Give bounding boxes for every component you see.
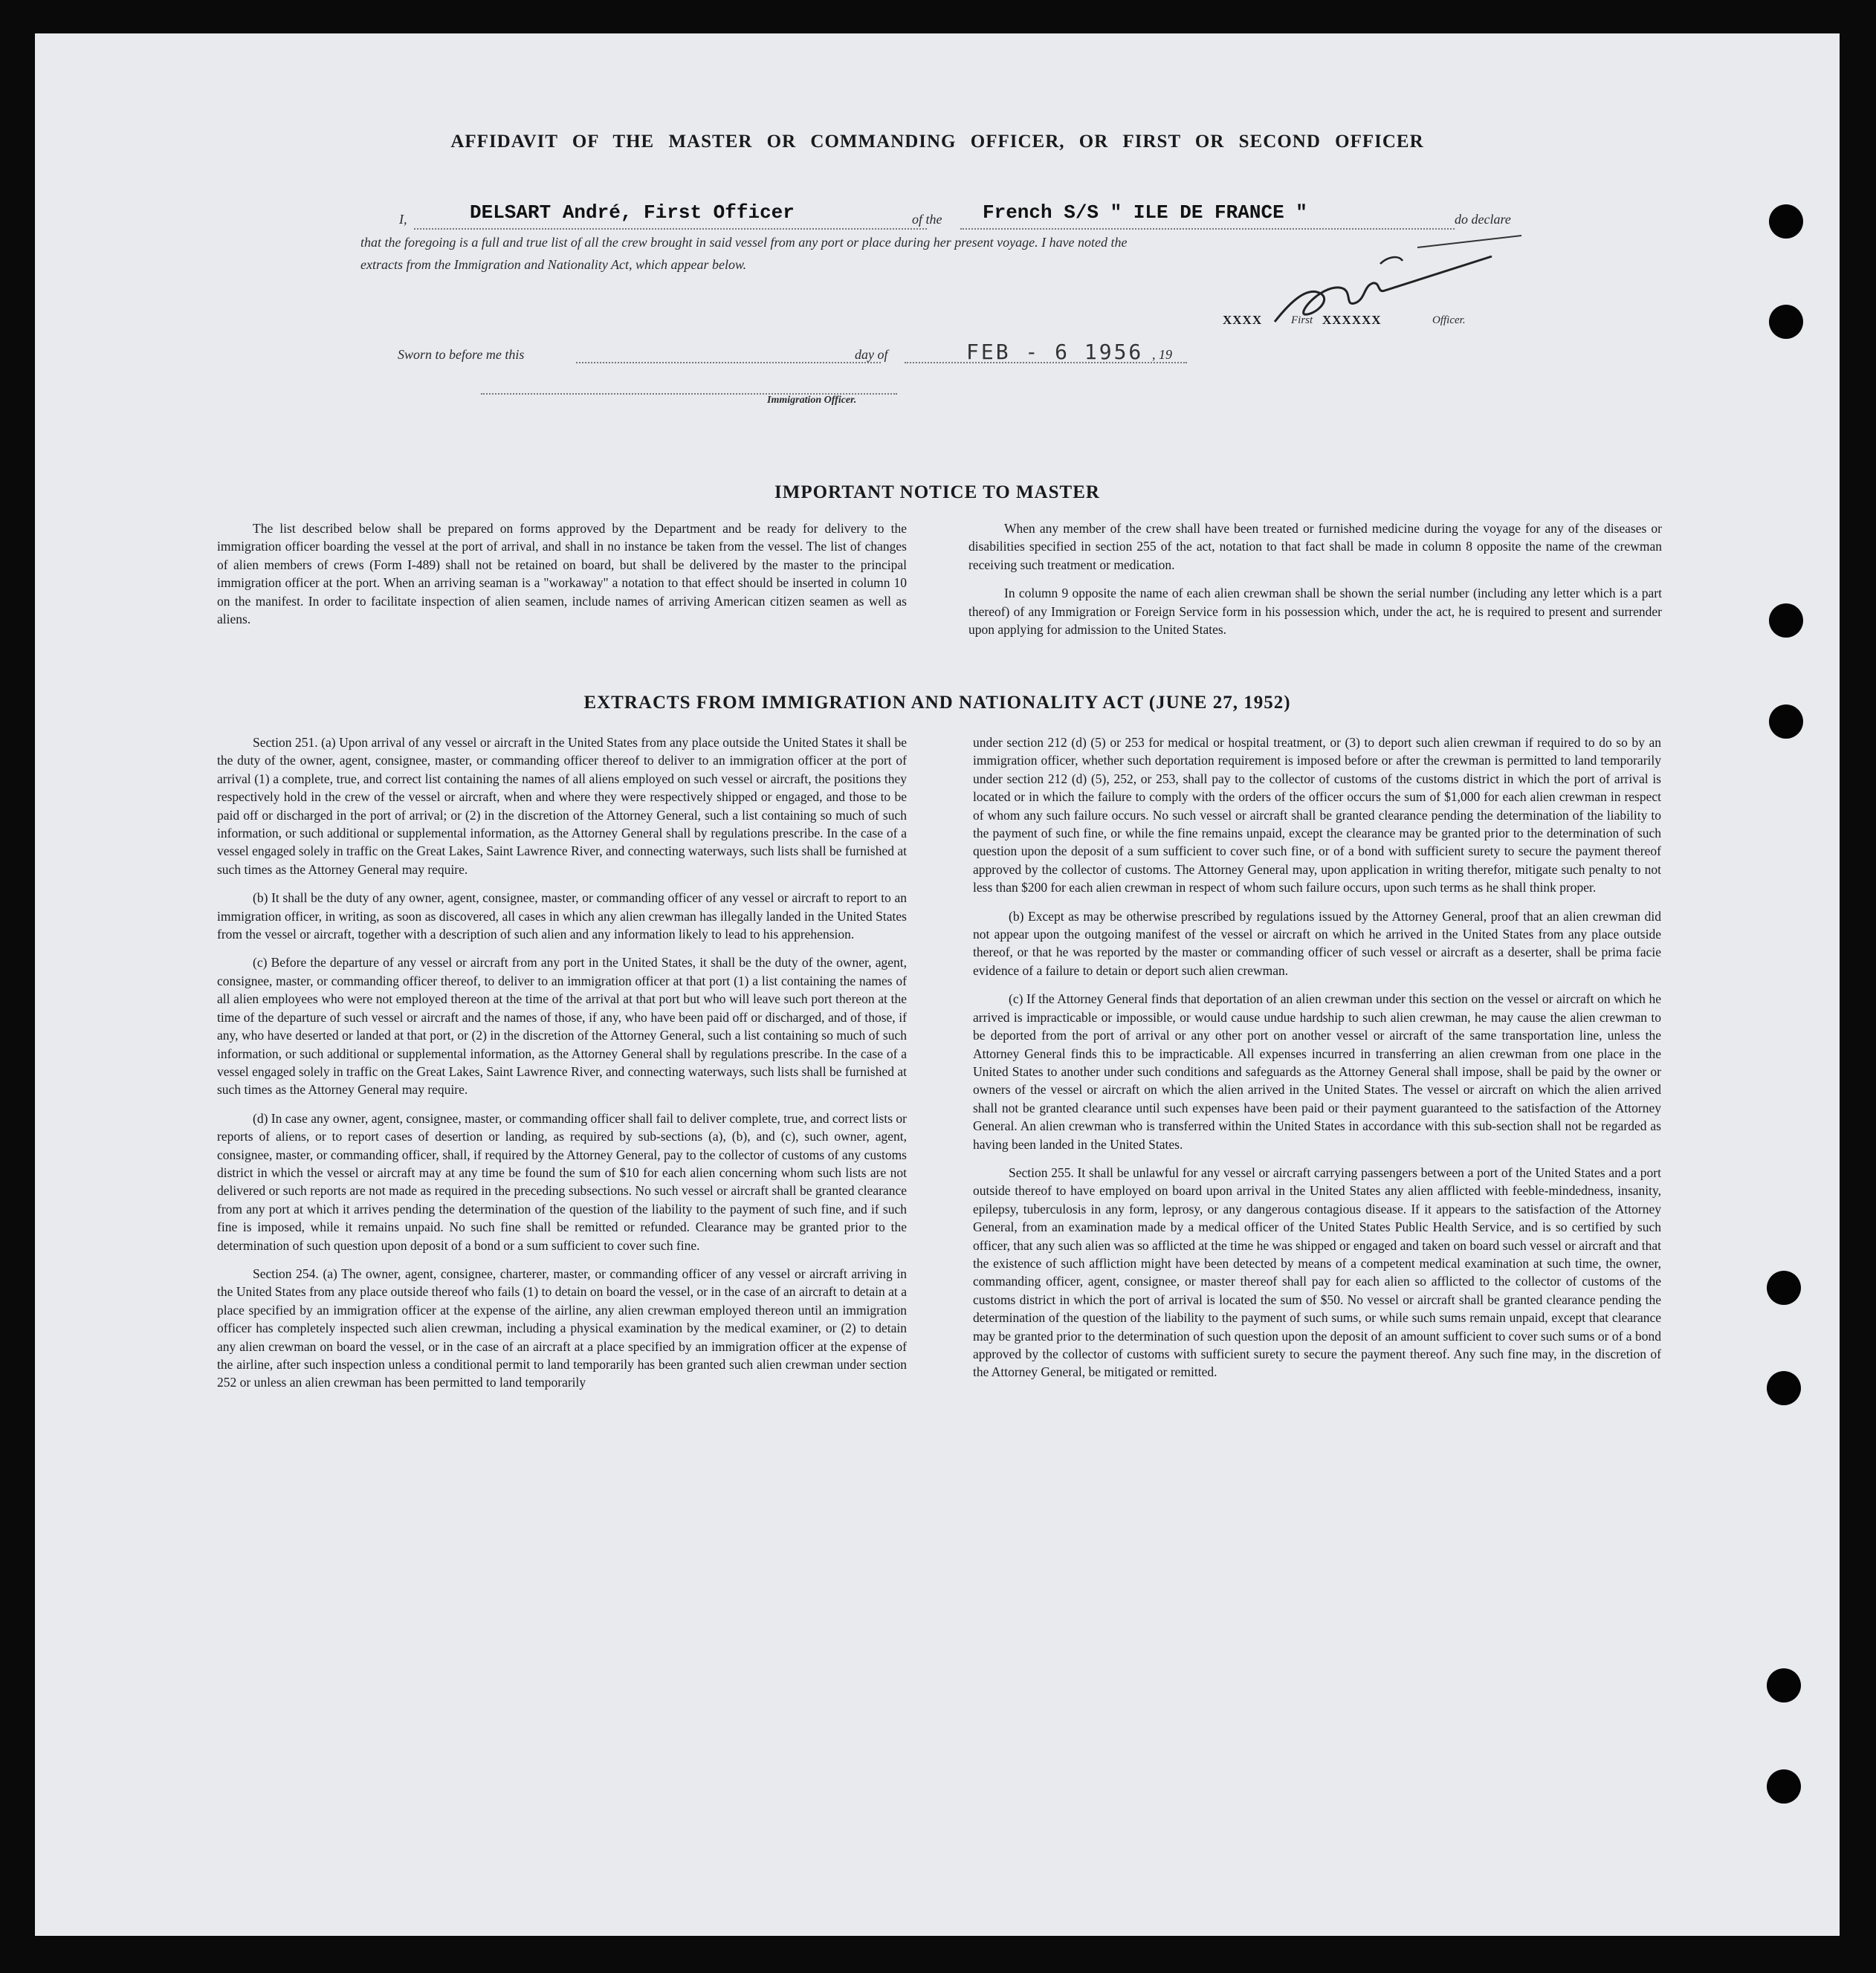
statute-paragraph: Section 255. It shall be unlawful for any vessel or aircraft carrying passengers between a port of the United States and a port outside thereof to have employed on board upon arrival in the United States any alien afflicted with feeble-mindedness, insanity, epilepsy, tuberculosis in any form, leprosy, or any dangerous contagious disease. If it appears to the satisfaction of the Attorney General, from an examination made by a medical officer of the United States Public Health Service, and is so certified by such officer, that any such alien was so afflicted at the time he was shipped or engaged and taken on board such vessel or aircraft and that the existence of such affliction might have been detected by means of a competent medical examination at such time, the owner, commanding officer, agent, consignee, or master thereof shall pay for each alien so afflicted to the collector of customs of the customs district in which the port of arrival is located the sum of $50. No vessel or aircraft shall be granted clearance pending the determination of the question of the liability to the payment of such sums, or while such sums remain unpaid, except that clearance may be granted prior to the determination of such question upon the deposit of an amount sufficient to cover such sums or of a bond approved by the collector of customs with sufficient surety to secure the payment thereof. Any such fine may, in the discretion of the Attorney General, be mitigated or remitted. (973, 1164, 1661, 1380)
extracts-right-column (973, 733, 1661, 1392)
notice-right-column (968, 519, 1662, 649)
sworn-label: Sworn to before me this (398, 347, 525, 362)
officer-title-suffix: Officer. (1432, 314, 1466, 326)
vessel-name: French S/S " ILE DE FRANCE " (983, 201, 1307, 224)
statute-paragraph: Section 251. (a) Upon arrival of any vessel or aircraft in the United States from any place outside the United States it shall be the duty of the owner, agent, consignee, master, or commanding officer thereof to deliver to an immigration officer at the port of arrival (1) a complete, true, and correct list containing the names of all aliens employed on such vessel or aircraft, the positions they respectively hold in the crew of the vessel or aircraft, when and where they were respectively shipped or engaged, and those to be paid off or discharged in the port of arrival; or (2) in the discretion of the Attorney General, such a list containing so much of such information, or such additional or supplemental information, as the Attorney General shall by regulations prescribe. In the case of a vessel engaged solely in traffic on the Great Lakes, Saint Lawrence River, and connecting waterways, such lists shall be furnished at such times as the Attorney General may require. (217, 735, 907, 877)
do-declare-label: do declare (1455, 212, 1511, 227)
extracts-left-column (217, 733, 907, 1402)
sworn-day-line (576, 362, 881, 363)
binder-hole (1767, 1769, 1801, 1804)
extracts-title: EXTRACTS FROM IMMIGRATION AND NATIONALITY ACT (JUNE 27, 1952) (583, 693, 1291, 713)
binder-hole (1769, 603, 1803, 638)
notice-left-column (217, 519, 907, 638)
statute-paragraph: (c) Before the departure of any vessel or aircraft from any port in the United States, it shall be the duty of the owner, agent, consignee, master, or commanding officer thereof, to deliver to an immigration officer at that port (1) a list containing the names of all alien employees who were not employed thereon at the time of the arrival at that port but who will leave such port thereon at the time of the departure of such vessel or aircraft and the names of those, if any, who have been paid off or discharged, and of those, if any, who have deserted or landed at that port, or (2) in the discretion of the Attorney General, such a list containing so much of such information, or such additional or supplemental information, as the Attorney General shall by regulations prescribe. In the case of a vessel engaged solely in traffic on the Great Lakes, Saint Lawrence River, and connecting waterways, such lists shall be furnished at such times as the Attorney General may require. (217, 955, 907, 1098)
binder-hole (1767, 1271, 1801, 1305)
officer-title-first: First (1291, 314, 1313, 326)
notice-paragraph: In column 9 opposite the name of each alien crewman shall be shown the serial number (including any letter which is a part thereof) of any Immigration or Foreign Service form in his possession which, under the act, he is required to present and surrender upon applying for admission to the United States. (968, 586, 1662, 638)
binder-hole (1769, 204, 1803, 239)
document-page (35, 33, 1840, 1936)
binder-hole (1767, 1371, 1801, 1405)
officer-title-struck-2: XXXXXX (1322, 313, 1382, 327)
notice-paragraph: The list described below shall be prepared on forms approved by the Department and be ready for delivery to the immigration officer boarding the vessel at the port of arrival, and shall in no instance be taken from the vessel. The list of changes of alien members of crews (Form I-489) shall not be retained on board, but shall be delivered by the master to the principal immigration officer at the port. When an arriving seaman is a "workaway" a notation to that effect should be inserted in column 10 on the manifest. In order to facilitate inspection of alien seamen, include names of arriving American citizen seamen as well as aliens. (217, 521, 907, 627)
name-line (414, 228, 927, 230)
of-the-label: of the (912, 212, 942, 227)
year-prefix: , 19 (1152, 347, 1172, 362)
binder-hole (1767, 1668, 1801, 1703)
declaration-line-1: that the foregoing is a full and true list of all the crew brought in said vessel from any port or place during her present voyage. I have noted the (360, 235, 1128, 250)
officer-name: DELSART André, First Officer (470, 201, 795, 224)
affidavit-title: AFFIDAVIT OF THE MASTER OR COMMANDING OFFICER, OR FIRST OR SECOND OFFICER (450, 132, 1424, 152)
notice-title: IMPORTANT NOTICE TO MASTER (774, 482, 1100, 502)
statute-paragraph: (c) If the Attorney General finds that deportation of an alien crewman under this section on the vessel or aircraft on which he arrived is impracticable or impossible, or would cause undue hardship to such alien crewman, he may cause the alien crewman to be deported from the port of arrival or any other port on another vessel or aircraft of the same transportation line, unless the Attorney General finds this to be impracticable. All expenses incurred in transferring an alien crewman from one place in the United States to another under such conditions and safeguards as the Attorney General shall impose, shall be paid by the owner or owners of the vessel or aircraft on which the alien arrived in the United States. The vessel or aircraft on which the alien arrived shall not be granted clearance until such expenses have been paid or their payment guaranteed to the satisfaction of the Attorney General. An alien crewman who is transferred within the United States in accordance with this sub-section shall not be regarded as having been landed in the United States. (973, 991, 1661, 1152)
statute-paragraph: under section 212 (d) (5) or 253 for medical or hospital treatment, or (3) to deport such alien crewman if required to do so by an immigration officer, whether such deportation requirement is imposed before or after the crewman is permitted to land temporarily under section 212 (d) (5), 252, or 253, shall pay to the collector of customs of the customs district in which the port of arrival is located or in which the failure to comply with the orders of the officer occurs the sum of $1,000 for each alien crewman in respect of whom any such failure occurs. No such vessel or aircraft shall be granted clearance pending the determination of the liability to the payment of such fine, or while the fine remains unpaid, except the clearance may be granted prior to the determination of such question upon the deposit of a sum sufficient to cover such fine, or of a bond with sufficient surety to secure the payment thereof approved by the collector of customs. The Attorney General may, upon application in writing therefor, mitigate such penalty to not less than $200 for each alien crewman in respect of whom such failure occurs, upon such terms as he shall think proper. (973, 735, 1661, 895)
officer-title-struck-1: XXXX (1223, 313, 1263, 327)
statute-paragraph: (b) Except as may be otherwise prescribed by regulations issued by the Attorney General, proof that an alien crewman did not appear upon the outgoing manifest of the vessel or aircraft on which he arrived in the United States from any place outside thereof, or that he was reported by the master or commanding officer of such vessel or aircraft as a deserter, shall be prima facie evidence of a failure to detain or deport such alien crewman. (973, 908, 1661, 978)
binder-hole (1769, 704, 1803, 739)
i-label: I, (399, 212, 407, 227)
date-stamp: FEB - 6 1956 (966, 340, 1144, 364)
statute-paragraph: (d) In case any owner, agent, consignee, master, or commanding officer shall fail to deliver complete, true, and correct lists or reports of aliens, or to report cases of desertion or landing, as required by sub-sections (a), (b), and (c), such owner, agent, consignee, master, or commanding officer, shall, if required by the Attorney General, pay to the collector of customs of any customs district in which the vessel or aircraft may at any time be found the sum of $10 for each alien concerning whom such lists are not delivered or such reports are not made as required in the preceding subsections. No such vessel or aircraft shall be granted clearance from any port at which it arrives pending the determination of the question of the liability to the payment of such fine, and if such fine is imposed, while it remains unpaid. No such fine shall be remitted or refunded. Clearance may be granted prior to the determination of such question upon deposit of a bond or a sum sufficient to cover such fine. (217, 1110, 907, 1253)
immigration-officer-label: Immigration Officer. (767, 395, 857, 406)
declaration-line-2: extracts from the Immigration and Nationality Act, which appear below. (360, 257, 747, 272)
vessel-line (960, 228, 1455, 230)
statute-paragraph: (b) It shall be the duty of any owner, agent, consignee, master, or commanding officer of any vessel or aircraft to report to an immigration officer, in writing, as soon as discovered, all cases in which any alien crewman has illegally landed in the United States from the vessel or aircraft, together with a description of such alien and any information likely to lead to his apprehension. (217, 890, 907, 942)
statute-paragraph: Section 254. (a) The owner, agent, consignee, charterer, master, or commanding officer of any vessel or aircraft arriving in the United States from any place outside thereof who fails (1) to detain on board the vessel, or in the case of an aircraft to detain at a place specified by an immigration officer at the expense of the airline, any alien crewman employed thereon until an immigration officer has completely inspected such alien crewman, including a physical examination by the medical examiner, or (2) to detain any alien crewman on board the vessel, or in the case of an aircraft at a place specified by an immigration officer at the expense of the airline, after such inspection unless a conditional permit to land temporarily has been granted such alien crewman under section 252 or unless an alien crewman has been permitted to land temporarily (217, 1266, 907, 1390)
day-of-label: day of (855, 347, 888, 362)
binder-hole (1769, 305, 1803, 339)
notice-paragraph: When any member of the crew shall have been treated or furnished medicine during the voyage for any of the diseases or disabilities specified in section 255 of the act, notation to that fact shall be made in column 8 opposite the name of the crewman receiving such treatment or medication. (968, 521, 1662, 572)
